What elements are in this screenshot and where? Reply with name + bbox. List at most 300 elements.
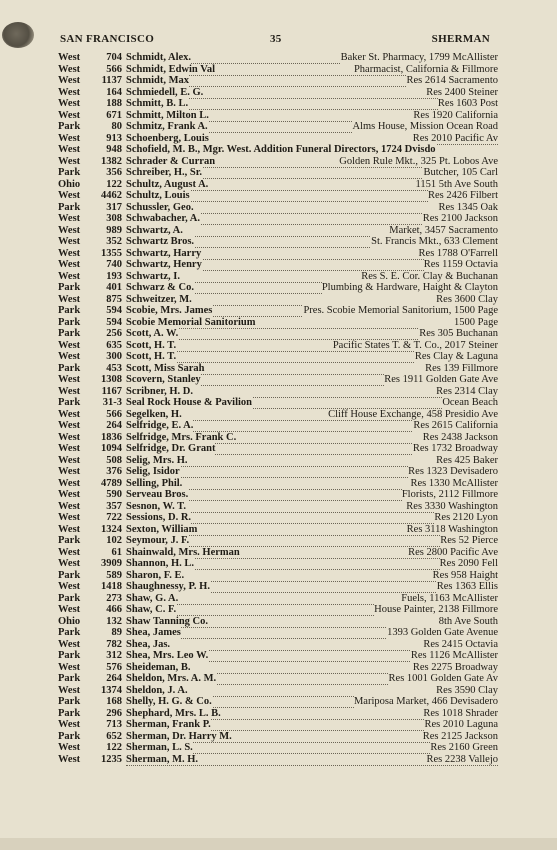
entry-district: West <box>58 385 81 397</box>
entry-name: Sherman, Dr. Harry M. <box>126 730 232 742</box>
entry-detail: Cliff House Exchange, 458 Presidio Ave <box>328 408 498 420</box>
entry-phone-number: 356 <box>106 167 122 178</box>
directory-entry <box>58 558 498 570</box>
entry-name: Shelly, H. G. & Co. <box>126 696 212 707</box>
entry-phone-number: 913 <box>106 132 122 144</box>
directory-entry <box>58 524 498 536</box>
entry-phone-number: 168 <box>106 696 122 707</box>
directory-entry <box>58 52 498 64</box>
entry-detail: Market, 3457 Sacramento <box>389 224 498 236</box>
entry-phone-number: 740 <box>106 259 122 270</box>
entry-district: West <box>58 604 81 615</box>
directory-entry <box>58 696 498 708</box>
entry-name: Schweitzer, M. <box>126 293 192 305</box>
entry-phone-number: 352 <box>106 236 122 247</box>
directory-entry <box>58 409 498 421</box>
entry-phone-number: 466 <box>106 604 122 615</box>
entry-name: Sherman, M. H. <box>126 753 199 765</box>
directory-entry <box>58 213 498 225</box>
binding-hole <box>2 22 34 48</box>
entry-detail: Golden Rule Mkt., 325 Pt. Lobos Ave <box>339 155 498 167</box>
entry-detail: Ocean Beach <box>442 397 498 408</box>
entry-name: Schofield, M. B., Mgr. West. Addition Funeral Directors, 1724 Dvisdo <box>126 144 436 155</box>
entry-name: Schmidt, Edwin Val <box>126 63 215 75</box>
entry-district: Park <box>58 569 81 581</box>
directory-entry <box>58 754 498 766</box>
entry-phone-number: 1382 <box>101 155 122 167</box>
entry-name: Segelken, H. <box>126 408 182 420</box>
directory-entry <box>58 593 498 605</box>
entry-name: Sherman, Frank P. <box>126 719 211 730</box>
entry-phone-number: 594 <box>106 316 122 328</box>
entry-detail: Res 1363 Ellis <box>436 581 498 592</box>
entry-detail: Res 139 Fillmore <box>425 362 498 374</box>
entry-district: West <box>58 213 81 224</box>
entry-phone-number: 1418 <box>101 581 122 592</box>
entry-name: Serveau Bros. <box>126 489 189 500</box>
entry-detail: Res 1732 Broadway <box>412 443 498 454</box>
directory-entry <box>58 236 498 248</box>
entry-district: West <box>58 454 81 466</box>
entry-district: West <box>58 443 81 454</box>
entry-name: Shannon, H. L. <box>126 558 194 569</box>
directory-entry <box>58 328 498 340</box>
entry-name: Schmitz, Frank A. <box>126 121 208 132</box>
entry-name: Schrader & Curran <box>126 155 216 167</box>
directory-entry <box>58 75 498 87</box>
directory-entry <box>58 708 498 720</box>
entry-phone-number: 61 <box>111 546 122 558</box>
entry-detail: Res 2415 Octavia <box>423 638 498 650</box>
entry-name: Sexton, William <box>126 523 198 535</box>
directory-entry <box>58 87 498 99</box>
directory-entry <box>58 248 498 260</box>
entry-district: West <box>58 236 81 247</box>
entry-name: Sheideman, B. <box>126 661 191 673</box>
entry-phone-number: 357 <box>106 500 122 512</box>
entry-district: West <box>58 512 81 523</box>
entry-phone-number: 296 <box>106 707 122 719</box>
entry-phone-number: 948 <box>106 144 122 155</box>
entry-district: Park <box>58 121 81 132</box>
entry-district: West <box>58 63 81 75</box>
entry-name: Selfridge, E. A. <box>126 420 194 431</box>
entry-name: Seal Rock House & Pavilion <box>126 397 253 408</box>
entry-district: West <box>58 558 81 569</box>
entry-district: West <box>58 190 81 201</box>
entry-detail: Res 305 Buchanan <box>419 328 498 339</box>
entry-district: Park <box>58 397 81 408</box>
entry-phone-number: 453 <box>106 362 122 374</box>
entry-district: West <box>58 719 81 730</box>
entry-detail: Res 3118 Washington <box>406 523 498 535</box>
directory-entry <box>58 731 498 743</box>
entry-district: West <box>58 374 81 385</box>
entry-detail: 8th Ave South <box>438 615 498 627</box>
entry-district: West <box>58 293 81 305</box>
entry-district: Park <box>58 305 81 316</box>
entry-district: West <box>58 753 81 765</box>
entry-detail: Res 2160 Green <box>430 742 498 753</box>
entry-name: Shea, Jas. <box>126 638 171 650</box>
entry-phone-number: 4789 <box>101 477 122 489</box>
entry-phone-number: 1235 <box>101 753 122 765</box>
directory-entry <box>58 662 498 674</box>
entry-phone-number: 31-3 <box>102 397 122 408</box>
entry-detail: Res 1330 McAllister <box>410 477 498 489</box>
entry-detail: Baker St. Pharmacy, 1799 McAllister <box>340 52 498 63</box>
entry-phone-number: 594 <box>106 305 122 316</box>
entry-phone-number: 713 <box>106 719 122 730</box>
entry-detail: Res 1001 Golden Gate Av <box>388 673 498 684</box>
entry-district: Park <box>58 650 81 661</box>
directory-entry <box>58 374 498 386</box>
entry-phone-number: 704 <box>106 52 122 63</box>
entry-detail: Res 2238 Vallejo <box>426 753 498 765</box>
entry-phone-number: 132 <box>106 615 122 627</box>
entry-district: West <box>58 466 81 477</box>
entry-district: Park <box>58 730 81 742</box>
entry-name: Shea, Mrs. Leo W. <box>126 650 209 661</box>
entry-phone-number: 722 <box>106 512 122 523</box>
entry-name: Scott, A. W. <box>126 328 179 339</box>
entry-district: West <box>58 259 81 270</box>
entry-district: West <box>58 500 81 512</box>
entry-detail: Res 3590 Clay <box>436 684 498 696</box>
entry-district: Ohio <box>58 178 81 190</box>
entry-phone-number: 273 <box>106 592 122 604</box>
entry-name: Seymour, J. F. <box>126 535 190 546</box>
entry-name: Shaw, C. F. <box>126 604 177 615</box>
entry-phone-number: 782 <box>106 638 122 650</box>
entry-detail: Res 2090 Fell <box>439 558 498 569</box>
entry-phone-number: 188 <box>106 98 122 109</box>
entry-detail: Res 1788 O'Farrell <box>418 247 498 259</box>
entry-phone-number: 3909 <box>101 558 122 569</box>
entry-detail: Res S. E. Cor. Clay & Buchanan <box>361 270 498 282</box>
entry-district: Park <box>58 282 81 293</box>
entry-phone-number: 589 <box>106 569 122 581</box>
entry-detail: 1151 5th Ave South <box>415 178 498 190</box>
directory-entry <box>58 627 498 639</box>
entry-phone-number: 635 <box>106 339 122 351</box>
entry-detail: Alms House, Mission Ocean Road <box>352 121 498 132</box>
entry-district: West <box>58 132 81 144</box>
entry-phone-number: 1094 <box>101 443 122 454</box>
entry-phone-number: 671 <box>106 109 122 121</box>
entry-phone-number: 566 <box>106 408 122 420</box>
directory-entry <box>58 179 498 191</box>
entry-detail: Res 1911 Golden Gate Ave <box>384 374 498 385</box>
entry-name: Schmitt, Milton L. <box>126 109 209 121</box>
entry-district: West <box>58 477 81 489</box>
entry-district: West <box>58 155 81 167</box>
entry-district: Park <box>58 328 81 339</box>
entry-name: Selig, Mrs. H. <box>126 454 188 466</box>
entry-phone-number: 300 <box>106 351 122 362</box>
entry-phone-number: 1167 <box>101 385 122 397</box>
entry-district: West <box>58 109 81 121</box>
directory-entry <box>58 397 498 409</box>
entry-name: Sharon, F. E. <box>126 569 185 581</box>
directory-entry <box>58 271 498 283</box>
entry-detail: Florists, 2112 Fillmore <box>401 489 498 500</box>
entry-detail: Res 2010 Laguna <box>424 719 498 730</box>
entry-district: West <box>58 247 81 259</box>
directory-entry <box>58 225 498 237</box>
entry-detail: Res 2800 Pacific Ave <box>408 546 498 558</box>
entry-phone-number: 401 <box>106 282 122 293</box>
page-number: 35 <box>270 33 282 45</box>
directory-entry <box>58 639 498 651</box>
directory-entry <box>58 305 498 317</box>
entry-phone-number: 256 <box>106 328 122 339</box>
directory-entry <box>58 202 498 214</box>
entry-district: West <box>58 144 81 155</box>
directory-listing <box>58 52 498 765</box>
entry-detail: Res 2125 Jackson <box>422 730 498 742</box>
entry-district: West <box>58 75 81 86</box>
entry-detail: Fuels, 1163 McAllister <box>401 592 498 604</box>
entry-district: Park <box>58 362 81 374</box>
entry-detail: Res 2426 Filbert <box>428 190 498 201</box>
entry-name: Schultz, August A. <box>126 178 209 190</box>
entry-name: Selig, Isidor <box>126 466 180 477</box>
directory-entry <box>58 144 498 156</box>
entry-detail: Res 1126 McAllister <box>410 650 498 661</box>
entry-detail: Pharmacist, California & Fillmore <box>353 63 498 75</box>
entry-name: Shaughnessy, P. H. <box>126 581 210 592</box>
entry-name: Sheldon, Mrs. A. M. <box>126 673 217 684</box>
entry-name: Selling, Phil. <box>126 477 183 489</box>
entry-phone-number: 566 <box>106 63 122 75</box>
entry-name: Shea, James <box>126 627 181 638</box>
entry-phone-number: 80 <box>111 121 122 132</box>
directory-entry <box>58 98 498 110</box>
directory-entry <box>58 432 498 444</box>
entry-district: Park <box>58 535 81 546</box>
entry-name: Schultz, Louis <box>126 190 190 201</box>
entry-name: Selfridge, Dr. Grant <box>126 443 216 454</box>
entry-phone-number: 1137 <box>101 75 122 86</box>
directory-entry <box>58 133 498 145</box>
directory-entry <box>58 443 498 455</box>
entry-phone-number: 264 <box>106 420 122 431</box>
entry-phone-number: 122 <box>106 178 122 190</box>
directory-entry <box>58 190 498 202</box>
directory-entry <box>58 616 498 628</box>
entry-detail: Res 2314 Clay <box>436 385 498 397</box>
entry-district: West <box>58 489 81 500</box>
entry-detail: Res 2400 Steiner <box>426 86 498 98</box>
directory-entry <box>58 581 498 593</box>
directory-entry <box>58 650 498 662</box>
entry-phone-number: 164 <box>106 86 122 98</box>
entry-phone-number: 1355 <box>101 247 122 259</box>
entry-phone-number: 312 <box>106 650 122 661</box>
entry-phone-number: 1836 <box>101 431 122 443</box>
entry-detail: St. Francis Mkt., 633 Clement <box>371 236 498 247</box>
entry-district: West <box>58 742 81 753</box>
entry-phone-number: 317 <box>106 201 122 213</box>
entry-phone-number: 989 <box>106 224 122 236</box>
directory-entry <box>58 340 498 352</box>
entry-name: Sherman, L. S. <box>126 742 193 753</box>
entry-name: Schwartz Bros. <box>126 236 195 247</box>
entry-detail: Res 2010 Pacific Av <box>412 132 498 144</box>
entry-name: Scovern, Stanley <box>126 374 201 385</box>
directory-entry <box>58 535 498 547</box>
page-bottom-edge <box>0 838 557 850</box>
entry-district: West <box>58 431 81 443</box>
entry-district: West <box>58 661 81 673</box>
entry-phone-number: 590 <box>106 489 122 500</box>
directory-entry <box>58 478 498 490</box>
directory-entry <box>58 110 498 122</box>
entry-detail: Res Clay & Laguna <box>414 351 498 362</box>
entry-phone-number: 193 <box>106 270 122 282</box>
entry-name: Schmiedell, E. G. <box>126 86 204 98</box>
entry-name: Schussler, Geo. <box>126 201 194 213</box>
entry-name: Schwartz, Henry <box>126 259 202 270</box>
entry-district: West <box>58 546 81 558</box>
directory-entry <box>58 167 498 179</box>
entry-detail: Res 2120 Lyon <box>434 512 498 523</box>
entry-phone-number: 89 <box>111 627 122 638</box>
entry-detail: Res 1920 California <box>413 109 498 121</box>
entry-name: Shaw Tanning Co. <box>126 615 209 627</box>
entry-detail: Res 1345 Oak <box>438 201 498 213</box>
entry-district: West <box>58 523 81 535</box>
entry-district: West <box>58 270 81 282</box>
directory-entry <box>58 570 498 582</box>
entry-detail: Res 1018 Shrader <box>423 707 498 719</box>
entry-district: West <box>58 52 81 63</box>
entry-detail: Res 2100 Jackson <box>422 213 498 224</box>
entry-detail: Mariposa Market, 466 Devisadero <box>353 696 498 707</box>
entry-name: Shephard, Mrs. L. B. <box>126 707 221 719</box>
entry-name: Schwabacher, A. <box>126 213 200 224</box>
entry-detail: Res 2614 Sacramento <box>406 75 498 86</box>
directory-entry <box>58 673 498 685</box>
entry-name: Schmitt, B. L. <box>126 98 189 109</box>
entry-detail: House Painter, 2138 Fillmore <box>374 604 498 615</box>
entry-district: West <box>58 581 81 592</box>
entry-phone-number: 308 <box>106 213 122 224</box>
entry-detail: Res 425 Baker <box>436 454 498 466</box>
entry-name: Schwarz & Co. <box>126 282 194 293</box>
entry-district: West <box>58 224 81 236</box>
entry-detail: 1393 Golden Gate Avenue <box>387 627 498 638</box>
entry-phone-number: 376 <box>106 466 122 477</box>
entry-name: Sheldon, J. A. <box>126 684 188 696</box>
entry-detail: Res 2438 Jackson <box>422 431 498 443</box>
entry-name: Scott, H. T. <box>126 351 177 362</box>
entry-detail: Res 3330 Washington <box>406 500 498 512</box>
directory-entry <box>58 363 498 375</box>
entry-district: Park <box>58 201 81 213</box>
directory-entry <box>58 512 498 524</box>
entry-name: Shaw, G. A. <box>126 592 179 604</box>
entry-phone-number: 508 <box>106 454 122 466</box>
entry-phone-number: 1324 <box>101 523 122 535</box>
entry-district: Park <box>58 707 81 719</box>
entry-phone-number: 1308 <box>101 374 122 385</box>
entry-district: West <box>58 86 81 98</box>
directory-entry <box>58 501 498 513</box>
entry-phone-number: 652 <box>106 730 122 742</box>
directory-entry <box>58 420 498 432</box>
entry-detail: Res 2275 Broadway <box>412 661 498 673</box>
entry-district: West <box>58 408 81 420</box>
directory-entry <box>58 455 498 467</box>
entry-detail: Plumbing & Hardware, Haight & Clayton <box>321 282 498 293</box>
entry-name: Scobie, Mrs. James <box>126 305 213 316</box>
entry-district: West <box>58 98 81 109</box>
entry-detail: Res 1603 Post <box>437 98 498 109</box>
entry-phone-number: 875 <box>106 293 122 305</box>
entry-detail: Res 52 Pierce <box>440 535 498 546</box>
entry-phone-number: 4462 <box>101 190 122 201</box>
header-section: SHERMAN <box>431 33 490 45</box>
directory-entry <box>58 685 498 697</box>
entry-phone-number: 102 <box>106 535 122 546</box>
entry-detail: Pacific States T. & T. Co., 2017 Steiner <box>332 339 498 351</box>
entry-name: Shainwald, Mrs. Herman <box>126 546 240 558</box>
entry-district: Park <box>58 316 81 328</box>
entry-district: Park <box>58 696 81 707</box>
entry-phone-number: 264 <box>106 673 122 684</box>
entry-district: Park <box>58 592 81 604</box>
entry-district: West <box>58 339 81 351</box>
entry-detail: Res 1323 Devisadero <box>408 466 498 477</box>
entry-detail: Butcher, 105 Carl <box>423 167 498 178</box>
entry-district: West <box>58 684 81 696</box>
entry-phone-number: 1374 <box>101 684 122 696</box>
entry-name: Schwartz, I. <box>126 270 180 282</box>
entry-detail: Res 3600 Clay <box>436 293 498 305</box>
directory-entry <box>58 282 498 294</box>
entry-name: Sesnon, W. T. <box>126 500 187 512</box>
directory-entry <box>58 64 498 76</box>
page-header <box>60 33 490 49</box>
entry-district: Park <box>58 167 81 178</box>
directory-entry <box>58 719 498 731</box>
directory-entry <box>58 156 498 168</box>
entry-district: Ohio <box>58 615 81 627</box>
entry-detail: Res 958 Haight <box>432 569 498 581</box>
header-city: SAN FRANCISCO <box>60 33 155 45</box>
entry-name: Schwartz, Harry <box>126 247 202 259</box>
entry-district: West <box>58 638 81 650</box>
directory-entry <box>58 466 498 478</box>
entry-name: Schwartz, A. <box>126 224 183 236</box>
entry-name: Schmidt, Max <box>126 75 189 86</box>
entry-district: West <box>58 351 81 362</box>
entry-district: Park <box>58 627 81 638</box>
directory-entry <box>58 742 498 754</box>
directory-entry <box>58 489 498 501</box>
entry-name: Scott, Miss Sarah <box>126 362 205 374</box>
entry-name: Sessions, D. R. <box>126 512 192 523</box>
entry-phone-number: 576 <box>106 661 122 673</box>
entry-phone-number: 122 <box>106 742 122 753</box>
entry-name: Scott, H. T. <box>126 339 177 351</box>
directory-entry <box>58 604 498 616</box>
directory-entry <box>58 547 498 559</box>
entry-name: Selfridge, Mrs. Frank C. <box>126 431 237 443</box>
entry-name: Scribner, H. D. <box>126 385 193 397</box>
